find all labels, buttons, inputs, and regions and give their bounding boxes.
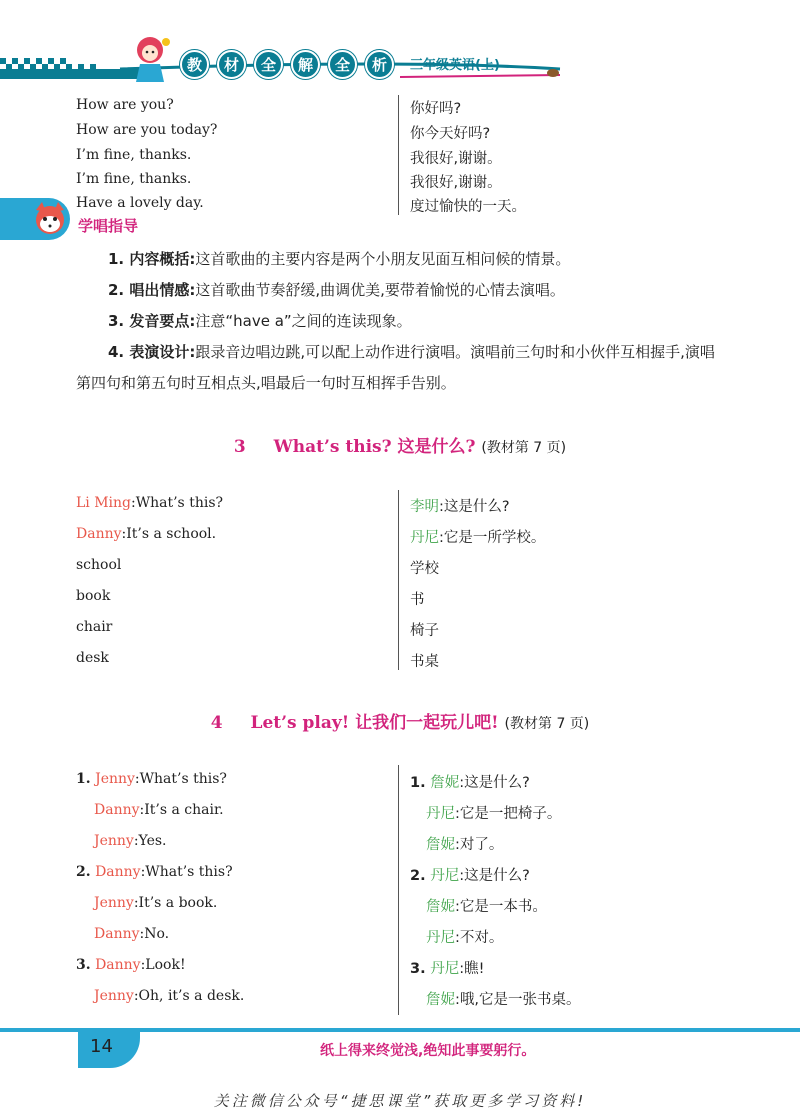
- dialogue-row: [76, 771, 736, 796]
- line-zh: :对了。: [455, 837, 504, 853]
- line-en: :Look!: [140, 957, 186, 973]
- guide-item-label: 1. 内容概括:: [108, 250, 196, 268]
- line-en: :It’s a chair.: [139, 802, 224, 818]
- line-zh: :它是一所学校。: [439, 530, 546, 546]
- guide-item: [76, 244, 726, 275]
- section-4-heading: [0, 708, 800, 733]
- header-badge: 全: [328, 50, 357, 79]
- item-number: 2.: [76, 864, 91, 880]
- guide-item-label: 2. 唱出情感:: [108, 281, 196, 299]
- song-line: [76, 122, 736, 147]
- speaker-zh: 詹妮: [430, 775, 460, 791]
- section-number: 4: [210, 713, 223, 733]
- speaker-zh: 詹妮: [426, 899, 455, 915]
- line-en: :What’s this?: [131, 495, 224, 511]
- guide-item-label: 4. 表演设计:: [108, 343, 196, 361]
- item-number: 3.: [410, 961, 426, 977]
- line-zh: :它是一本书。: [455, 899, 547, 915]
- line-en: :It’s a book.: [133, 895, 218, 911]
- speaker-en: Jenny: [94, 988, 134, 1004]
- header-badge: 材: [217, 50, 246, 79]
- line-zh: :瞧!: [459, 961, 485, 977]
- section-number: 3: [233, 437, 246, 457]
- line-zh: :这是什么?: [459, 775, 530, 791]
- line-en: :Yes.: [133, 833, 167, 849]
- word-zh: 椅子: [410, 623, 439, 639]
- song-line-en: I’m fine, thanks.: [76, 147, 192, 163]
- line-en: :Oh, it’s a desk.: [133, 988, 245, 1004]
- header-badge: 教: [180, 50, 209, 79]
- word-zh: 学校: [410, 561, 439, 577]
- speaker-en: Jenny: [94, 833, 134, 849]
- line-en: :What’s this?: [134, 771, 227, 787]
- footer-motto: 纸上得来终觉浅,绝知此事要躬行。: [320, 1043, 536, 1059]
- section-title-zh: 这是什么?: [397, 437, 476, 457]
- guide-item: [76, 337, 726, 399]
- guide-item-text: 跟录音边唱边跳,可以配上动作进行演唱。演唱前三句时和小伙伴互相握手,演唱第四句和第五句时互相点头,唱最后一句时互相挥手告别。: [76, 343, 715, 392]
- song-line-zh: 我很好,谢谢。: [410, 151, 502, 167]
- line-zh: :这是什么?: [439, 499, 510, 515]
- song-line-en: How are you?: [76, 97, 174, 113]
- guide-item: [76, 306, 726, 337]
- song-line-en: I’m fine, thanks.: [76, 171, 192, 187]
- item-number: 1.: [76, 771, 91, 787]
- speaker-en: Danny: [94, 926, 140, 942]
- speaker-zh: 詹妮: [426, 837, 455, 853]
- item-number: 1.: [410, 775, 426, 791]
- line-zh: :这是什么?: [459, 868, 530, 884]
- song-line: [76, 171, 736, 196]
- line-en: :It’s a school.: [121, 526, 217, 542]
- speaker-en: Li Ming: [76, 495, 132, 511]
- guide-title: 学唱指导: [78, 217, 139, 235]
- guide-item-text: 这首歌曲的主要内容是两个小朋友见面互相问候的情景。: [195, 250, 571, 268]
- speaker-zh: 丹尼: [426, 806, 455, 822]
- song-line-zh: 你今天好吗?: [410, 126, 491, 142]
- dialogue-row: [76, 802, 736, 827]
- song-line-zh: 度过愉快的一天。: [410, 199, 526, 215]
- speaker-en: Danny: [95, 864, 141, 880]
- word-zh: 书桌: [410, 654, 439, 670]
- vocab-row: [76, 557, 736, 582]
- speaker-en: Danny: [94, 802, 140, 818]
- guide-item-text: 这首歌曲节奏舒缓,曲调优美,要带着愉悦的心情去演唱。: [195, 281, 565, 299]
- speaker-en: Jenny: [95, 771, 135, 787]
- line-zh: :它是一把椅子。: [455, 806, 562, 822]
- dialogue-row: [76, 957, 736, 982]
- word-zh: 书: [410, 592, 425, 608]
- song-line-zh: 我很好,谢谢。: [410, 175, 502, 191]
- word-en: chair: [76, 619, 113, 635]
- speaker-zh: 丹尼: [430, 961, 460, 977]
- section-title-en: What’s this?: [273, 437, 392, 457]
- page-number: 14: [90, 1036, 113, 1057]
- dialogue-row: [76, 833, 736, 858]
- speaker-zh: 李明: [410, 499, 439, 515]
- fox-mascot-icon: [30, 200, 70, 240]
- song-line: [76, 147, 736, 172]
- dialogue-row: [76, 988, 736, 1013]
- song-line-en: How are you today?: [76, 122, 218, 138]
- song-line-zh: 你好吗?: [410, 101, 462, 117]
- section-title-en: Let’s play!: [250, 713, 350, 733]
- vocab-row: [76, 588, 736, 613]
- speaker-zh: 丹尼: [430, 868, 460, 884]
- speaker-zh: 丹尼: [426, 930, 455, 946]
- speaker-en: Danny: [76, 526, 122, 542]
- word-en: school: [76, 557, 122, 573]
- line-zh: :哦,它是一张书桌。: [455, 992, 581, 1008]
- line-en: :What’s this?: [140, 864, 233, 880]
- vocab-row: [76, 650, 736, 675]
- textbook-page-ref: (教材第 7 页): [481, 440, 567, 456]
- book-subtitle: 三年级英语(上): [410, 58, 500, 73]
- song-line: [76, 195, 736, 220]
- section-3-heading: [0, 432, 800, 457]
- cartoon-girl-mascot-icon: [128, 32, 176, 84]
- word-en: book: [76, 588, 111, 604]
- song-line-en: Have a lovely day.: [76, 195, 204, 211]
- guide-item-label: 3. 发音要点:: [108, 312, 196, 330]
- header-checker-pattern: [0, 58, 135, 80]
- speaker-zh: 詹妮: [426, 992, 455, 1008]
- dialogue-row: [76, 926, 736, 951]
- vocab-row: [76, 619, 736, 644]
- header-badge: 析: [365, 50, 394, 79]
- textbook-page-ref: (教材第 7 页): [504, 716, 590, 732]
- speaker-en: Jenny: [94, 895, 134, 911]
- dialogue-row: [76, 864, 736, 889]
- item-number: 2.: [410, 868, 426, 884]
- section-title-zh: 让我们一起玩儿吧!: [355, 713, 499, 733]
- speaker-en: Danny: [95, 957, 141, 973]
- line-zh: :不对。: [455, 930, 504, 946]
- line-en: :No.: [139, 926, 170, 942]
- speaker-zh: 丹尼: [410, 530, 439, 546]
- guide-item-text: 注意“have a”之间的连读现象。: [195, 312, 412, 330]
- song-line: [76, 97, 736, 122]
- watermark-text: 关注微信公众号“捷思课堂”获取更多学习资料!: [213, 1092, 587, 1110]
- dialogue-row: [76, 895, 736, 920]
- dialogue-row: [76, 495, 736, 520]
- header-badge: 解: [291, 50, 320, 79]
- word-en: desk: [76, 650, 109, 666]
- dialogue-row: [76, 526, 736, 551]
- item-number: 3.: [76, 957, 91, 973]
- header-badge: 全: [254, 50, 283, 79]
- guide-item: [76, 275, 726, 306]
